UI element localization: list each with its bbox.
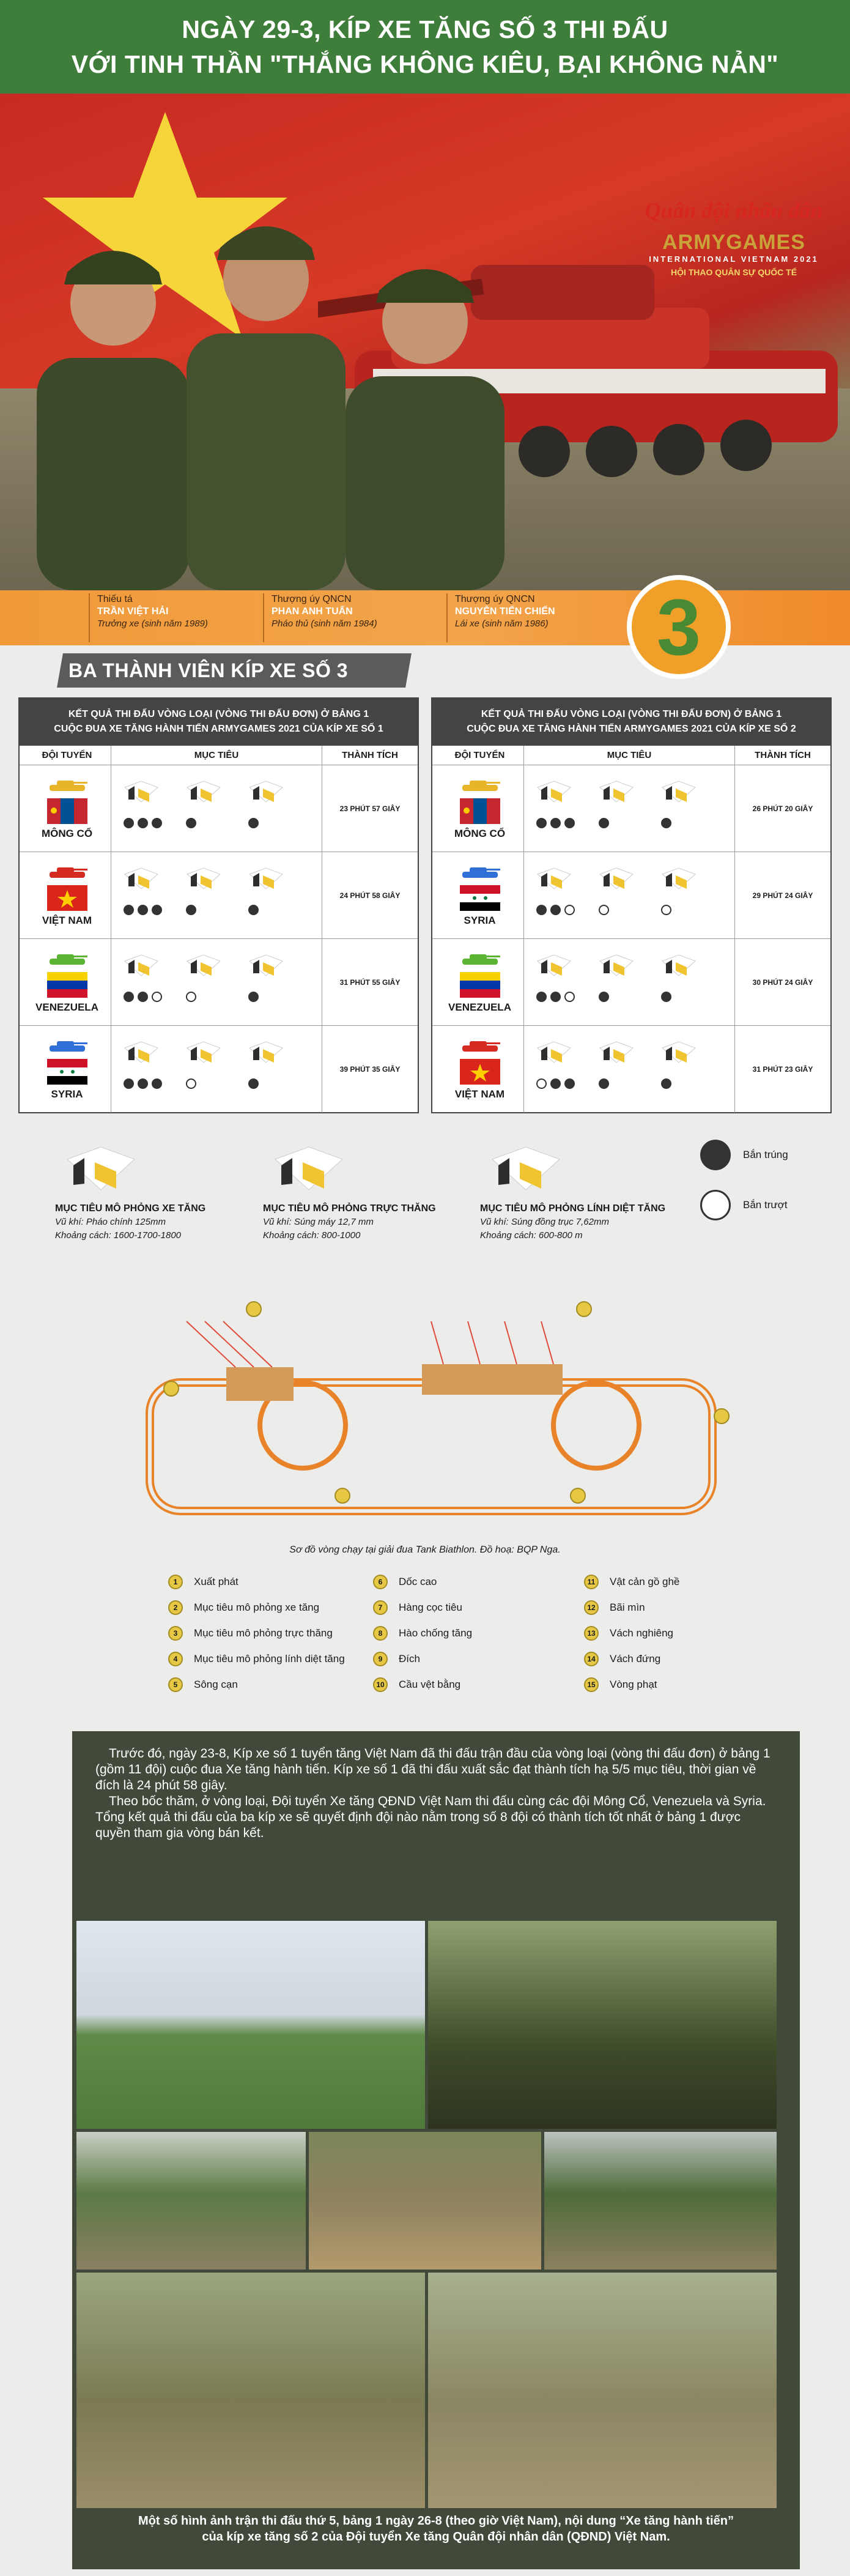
armygames-tagline: HỘI THAO QUÂN SỰ QUỐC TẾ xyxy=(670,267,797,277)
map-key-label: Cầu vệt bằng xyxy=(399,1679,461,1690)
tank-icon xyxy=(459,1038,501,1054)
target-icon xyxy=(535,1039,573,1065)
map-key-item xyxy=(168,1620,345,1646)
miss-dot xyxy=(536,1078,547,1089)
tank-icon xyxy=(459,778,501,793)
map-key-label: Bãi mìn xyxy=(610,1602,645,1613)
map-key-number: 12 xyxy=(584,1600,599,1615)
map-key-item xyxy=(373,1569,472,1595)
result-row xyxy=(432,1026,830,1113)
photo-officials xyxy=(428,1921,777,2129)
mông-cổ-flag-icon xyxy=(460,798,500,824)
target-icon xyxy=(660,952,698,978)
map-key-label: Hào chống tăng xyxy=(399,1627,473,1639)
shot-group xyxy=(599,1078,639,1089)
shot-group xyxy=(661,992,701,1002)
team-cell xyxy=(20,939,111,1025)
shot-group xyxy=(661,1078,701,1089)
hit-dot xyxy=(536,992,547,1002)
target-icon xyxy=(597,779,635,804)
result-row xyxy=(20,852,418,939)
hit-dot xyxy=(138,818,148,828)
result-row xyxy=(20,765,418,852)
crew-rank: Thượng úy QNCN xyxy=(272,594,352,604)
crew-number-badge: 3 xyxy=(627,575,731,679)
map-caption: Sơ đồ vòng chạy tại giải đua Tank Biathlon. Đồ hoạ: BQP Nga. xyxy=(289,1545,561,1555)
shot-group xyxy=(661,818,701,828)
result-row xyxy=(20,939,418,1026)
result-time: 26 PHÚT 20 GIÂY xyxy=(752,804,813,813)
armygames-logo: ARMYGAMES INTERNATIONAL VIETNAM 2021 xyxy=(649,231,819,264)
col-team: ĐỘI TUYỂN xyxy=(432,746,524,765)
shot-group xyxy=(248,818,289,828)
legend-distance: Khoảng cách: 600-800 m xyxy=(480,1230,583,1241)
target-icon xyxy=(660,779,698,804)
photo-ceremony xyxy=(76,1921,425,2129)
hit-dot xyxy=(124,818,134,828)
miss-dot xyxy=(152,992,162,1002)
shot-group xyxy=(186,1078,226,1089)
map-key-label: Sông cạn xyxy=(194,1679,238,1690)
header-banner xyxy=(0,0,850,94)
result-time: 39 PHÚT 35 GIÂY xyxy=(339,1065,401,1074)
legend-tank-target xyxy=(55,1141,205,1242)
result-time: 30 PHÚT 24 GIÂY xyxy=(752,978,813,987)
hit-dot xyxy=(661,1078,671,1089)
board-title: KẾT QUẢ THI ĐẤU VÒNG LOẠI (VÒNG THI ĐẤU ĐƠN) Ở BẢNG 1 CUỘC ĐUA XE TĂNG HÀNH TIẾN ARMYGAMES 2021 CỦA KÍP XE SỐ 2 xyxy=(432,699,830,746)
map-key-label: Vòng phạt xyxy=(610,1679,657,1690)
team-name: SYRIA xyxy=(51,1088,83,1100)
result-row xyxy=(20,1026,418,1113)
crew-card-3 xyxy=(446,593,612,642)
map-key-item xyxy=(168,1569,345,1595)
map-key-number: 2 xyxy=(168,1600,183,1615)
map-key-item xyxy=(373,1646,472,1672)
map-key-number: 14 xyxy=(584,1652,599,1666)
photo-caption: Một số hình ảnh trận thi đấu thứ 5, bảng 1 ngày 26-8 (theo giờ Việt Nam), nội dung “Xe tăng hành tiến” của kíp xe tăng số 2 của Đội tuyển Xe tăng Quân đội nhân dân (QĐND) Việt Nam. xyxy=(138,2514,734,2544)
hit-dot xyxy=(661,992,671,1002)
result-row xyxy=(432,765,830,852)
map-key-number: 5 xyxy=(168,1677,183,1692)
tank-target-icon xyxy=(55,1141,147,1199)
hit-dot xyxy=(599,992,609,1002)
map-key-label: Đích xyxy=(399,1653,420,1665)
result-time: 31 PHÚT 23 GIÂY xyxy=(752,1065,813,1074)
team-name: VENEZUELA xyxy=(448,1001,511,1013)
hit-dot xyxy=(550,905,561,915)
board-columns xyxy=(432,746,830,765)
hit-dot xyxy=(138,992,148,1002)
crew-card-2 xyxy=(263,593,428,642)
hit-dot xyxy=(248,905,259,915)
shot-group xyxy=(248,905,289,915)
target-icon xyxy=(660,1039,698,1065)
result-time: 29 PHÚT 24 GIÂY xyxy=(752,891,813,900)
miss-dot xyxy=(599,905,609,915)
shot-group xyxy=(124,818,164,828)
hit-dot xyxy=(564,818,575,828)
story-paragraph-2: Theo bốc thăm, ở vòng loại, Đội tuyển Xe tăng QĐND Việt Nam thi đấu cùng các đội Mông Cổ, Venezuela và Syria. Tổng kết quả thi đấu của ba kíp xe sẽ quyết định đội nào nằm trong số 8 đội có thành tích tốt nhất ở bảng 1 được quyền tham gia vòng bán kết. xyxy=(95,1794,766,1840)
hit-dot xyxy=(536,905,547,915)
việt-nam-flag-icon xyxy=(47,885,87,911)
shot-group xyxy=(536,905,577,915)
col-result: THÀNH TÍCH xyxy=(755,750,811,760)
team-cell xyxy=(432,1026,524,1113)
results-board-1 xyxy=(18,697,419,1113)
target-icon xyxy=(185,952,223,978)
hit-dot-icon xyxy=(700,1140,731,1170)
map-key-item xyxy=(584,1569,679,1595)
map-key-item xyxy=(373,1672,472,1698)
legend-title: MỤC TIÊU MÔ PHỎNG LÍNH DIỆT TĂNG xyxy=(480,1203,666,1214)
target-icon xyxy=(122,866,160,891)
hit-dot xyxy=(186,818,196,828)
map-key-column-1 xyxy=(168,1569,345,1698)
result-row xyxy=(432,852,830,939)
target-icon xyxy=(597,952,635,978)
legend-title: MỤC TIÊU MÔ PHỎNG XE TĂNG xyxy=(55,1203,206,1214)
tank-icon xyxy=(459,864,501,880)
hit-dot xyxy=(550,992,561,1002)
results-board-2 xyxy=(431,697,832,1113)
infantry-target-icon xyxy=(480,1141,572,1199)
map-key-number: 3 xyxy=(168,1626,183,1641)
target-icon xyxy=(597,866,635,891)
crew-card-1 xyxy=(89,593,254,642)
legend-hit: Bắn trúng xyxy=(700,1140,788,1170)
target-cell xyxy=(524,765,735,852)
shot-group xyxy=(599,905,639,915)
target-icon xyxy=(185,1039,223,1065)
team-cell xyxy=(432,765,524,852)
map-key-item xyxy=(373,1595,472,1620)
legend-distance: Khoảng cách: 800-1000 xyxy=(263,1230,361,1241)
headline-line-1: NGÀY 29-3, KÍP XE TĂNG SỐ 3 THI ĐẤU xyxy=(182,15,668,43)
hit-dot xyxy=(248,1078,259,1089)
map-key-item xyxy=(584,1672,679,1698)
team-name: VIỆT NAM xyxy=(42,914,92,926)
map-key-label: Hàng cọc tiêu xyxy=(399,1602,462,1613)
target-cell xyxy=(111,1026,322,1113)
map-key-label: Vách đứng xyxy=(610,1653,661,1665)
venezuela-flag-icon xyxy=(47,972,87,998)
map-key-label: Xuất phát xyxy=(194,1576,238,1587)
tank-icon xyxy=(46,864,89,880)
hero-image xyxy=(0,94,850,590)
track-diagram xyxy=(113,1285,743,1542)
hit-dot xyxy=(124,905,134,915)
mông-cổ-flag-icon xyxy=(47,798,87,824)
shot-group xyxy=(248,1078,289,1089)
shot-group xyxy=(599,992,639,1002)
hit-dot xyxy=(661,818,671,828)
shot-group xyxy=(248,992,289,1002)
team-cell xyxy=(432,852,524,938)
target-icon xyxy=(535,866,573,891)
col-result: THÀNH TÍCH xyxy=(342,750,398,760)
map-key-number: 13 xyxy=(584,1626,599,1641)
legend-miss: Bắn trượt xyxy=(700,1190,788,1220)
target-cell xyxy=(524,852,735,938)
headline-line-2: VỚI TINH THẦN "THẮNG KHÔNG KIÊU, BẠI KHÔNG NẢN" xyxy=(71,50,779,78)
target-icon xyxy=(535,779,573,804)
map-key-item xyxy=(584,1646,679,1672)
board-columns xyxy=(20,746,418,765)
shot-group xyxy=(599,818,639,828)
result-time: 31 PHÚT 55 GIÂY xyxy=(339,978,401,987)
team-name: SYRIA xyxy=(464,914,496,926)
map-key-label: Vật cản gồ ghề xyxy=(610,1576,680,1587)
legend-distance: Khoảng cách: 1600-1700-1800 xyxy=(55,1230,182,1241)
map-key-number: 8 xyxy=(373,1626,388,1641)
hit-dot xyxy=(186,905,196,915)
shot-group xyxy=(186,992,226,1002)
target-cell xyxy=(111,852,322,938)
tank-icon xyxy=(46,1038,89,1054)
tank-icon xyxy=(46,951,89,967)
hit-dot xyxy=(138,905,148,915)
hit-dot xyxy=(152,818,162,828)
hit-dot xyxy=(536,818,547,828)
hit-dot xyxy=(152,1078,162,1089)
target-icon xyxy=(247,866,285,891)
syria-flag-icon xyxy=(47,1059,87,1085)
tank-icon xyxy=(46,778,89,793)
team-cell xyxy=(20,852,111,938)
legend-weapon: Vũ khí: Súng đồng trục 7,62mm xyxy=(480,1217,609,1227)
newspaper-logo: Quân đội nhân dân xyxy=(645,198,823,223)
shot-group xyxy=(536,992,577,1002)
result-time: 23 PHÚT 57 GIÂY xyxy=(339,804,401,813)
col-target: MỤC TIÊU xyxy=(111,746,322,765)
shot-group xyxy=(124,992,164,1002)
map-key-item xyxy=(168,1646,345,1672)
map-key-label: Mục tiêu mô phỏng lính diệt tăng xyxy=(194,1653,345,1665)
shot-group xyxy=(186,818,226,828)
hit-dot xyxy=(599,1078,609,1089)
hit-dot xyxy=(550,1078,561,1089)
target-icon xyxy=(247,952,285,978)
map-key-number: 10 xyxy=(373,1677,388,1692)
map-key-column-2 xyxy=(373,1569,472,1698)
map-key-item xyxy=(584,1595,679,1620)
legend-weapon: Vũ khí: Súng máy 12,7 mm xyxy=(263,1217,374,1227)
miss-dot xyxy=(661,905,671,915)
target-cell xyxy=(111,765,322,852)
story-paragraph-1: Trước đó, ngày 23-8, Kíp xe số 1 tuyển tăng Việt Nam đã thi đấu trận đầu của vòng loại (vòng thi đấu đơn) ở bảng 1 (gồm 11 đội) cuộc đua Xe tăng hành tiến. Kíp xe số 1 đã thi đấu xuất sắc đạt thành tích hạ 5/5 mục tiêu, thời gian về đích là 24 phút 58 giây. xyxy=(95,1746,771,1792)
result-time: 24 PHÚT 58 GIÂY xyxy=(339,891,401,900)
photo-tank-flag-2 xyxy=(428,2273,777,2508)
crew-rank: Thiếu tá xyxy=(97,594,133,604)
legend-helicopter-target xyxy=(263,1141,436,1242)
hit-dot xyxy=(152,905,162,915)
target-icon xyxy=(185,866,223,891)
team-name: VIỆT NAM xyxy=(454,1088,505,1100)
hit-dot xyxy=(124,992,134,1002)
hit-dot xyxy=(138,1078,148,1089)
soldier-2-portrait xyxy=(174,150,358,590)
photo-tank-field xyxy=(309,2132,541,2270)
shot-group xyxy=(536,818,577,828)
hit-dot xyxy=(564,1078,575,1089)
crew-name: PHAN ANH TUẤN xyxy=(272,606,353,617)
hit-dot xyxy=(550,818,561,828)
map-key-number: 1 xyxy=(168,1575,183,1589)
map-key-number: 6 xyxy=(373,1575,388,1589)
col-target: MỤC TIÊU xyxy=(524,746,735,765)
target-icon xyxy=(535,952,573,978)
map-key-label: Mục tiêu mô phỏng xe tăng xyxy=(194,1602,320,1613)
legend-title: MỤC TIÊU MÔ PHỎNG TRỰC THĂNG xyxy=(263,1203,436,1214)
soldier-3-portrait xyxy=(333,193,517,590)
map-key-item xyxy=(168,1595,345,1620)
map-key-number: 4 xyxy=(168,1652,183,1666)
việt-nam-flag-icon xyxy=(460,1059,500,1085)
map-key-number: 11 xyxy=(584,1575,599,1589)
map-key-item xyxy=(584,1620,679,1646)
target-icon xyxy=(247,779,285,804)
col-team: ĐỘI TUYỂN xyxy=(20,746,111,765)
target-icon xyxy=(122,1039,160,1065)
team-name: VENEZUELA xyxy=(35,1001,98,1013)
tank-icon xyxy=(459,951,501,967)
map-key-number: 9 xyxy=(373,1652,388,1666)
crew-role: Pháo thủ (sinh năm 1984) xyxy=(272,618,377,629)
shot-group xyxy=(661,905,701,915)
crew-role: Lái xe (sinh năm 1986) xyxy=(455,618,549,629)
crew-name: NGUYỄN TIẾN CHIẾN xyxy=(455,606,555,617)
miss-dot xyxy=(186,992,196,1002)
map-key-item xyxy=(373,1620,472,1646)
map-key-label: Mục tiêu mô phỏng trực thăng xyxy=(194,1627,333,1639)
crew-name: TRẦN VIỆT HẢI xyxy=(97,606,169,617)
target-cell xyxy=(111,939,322,1025)
team-cell xyxy=(20,765,111,852)
map-key-item xyxy=(168,1672,345,1698)
team-cell xyxy=(20,1026,111,1113)
section-title: BA THÀNH VIÊN KÍP XE SỐ 3 xyxy=(57,653,412,688)
hit-dot xyxy=(124,1078,134,1089)
board-title: KẾT QUẢ THI ĐẤU VÒNG LOẠI (VÒNG THI ĐẤU ĐƠN) Ở BẢNG 1 CUỘC ĐUA XE TĂNG HÀNH TIẾN ARMYGAMES 2021 CỦA KÍP XE SỐ 1 xyxy=(20,699,418,746)
miss-dot xyxy=(186,1078,196,1089)
syria-flag-icon xyxy=(460,885,500,911)
crew-rank: Thượng úy QNCN xyxy=(455,594,535,604)
miss-dot xyxy=(564,905,575,915)
miss-dot xyxy=(564,992,575,1002)
helicopter-target-icon xyxy=(263,1141,355,1199)
target-icon xyxy=(660,866,698,891)
target-cell xyxy=(524,1026,735,1113)
logo-group xyxy=(630,198,838,295)
shot-group xyxy=(124,905,164,915)
team-cell xyxy=(432,939,524,1025)
legend-infantry-target xyxy=(480,1141,665,1242)
photo-tanks-forest xyxy=(76,2132,306,2270)
target-icon xyxy=(185,779,223,804)
target-icon xyxy=(247,1039,285,1065)
venezuela-flag-icon xyxy=(460,972,500,998)
shot-group xyxy=(124,1078,164,1089)
map-key-column-3 xyxy=(584,1569,679,1698)
hit-dot xyxy=(248,992,259,1002)
shot-group xyxy=(186,905,226,915)
map-key-number: 15 xyxy=(584,1677,599,1692)
map-key-number: 7 xyxy=(373,1600,388,1615)
target-icon xyxy=(597,1039,635,1065)
team-name: MÔNG CỔ xyxy=(41,827,93,839)
target-icon xyxy=(122,779,160,804)
result-row xyxy=(432,939,830,1026)
photo-tanks-distance xyxy=(544,2132,777,2270)
hit-dot xyxy=(248,818,259,828)
map-key-label: Vách nghiêng xyxy=(610,1627,673,1639)
hit-dot xyxy=(599,818,609,828)
photo-tank-flag-1 xyxy=(76,2273,425,2508)
target-icon xyxy=(122,952,160,978)
team-name: MÔNG CỔ xyxy=(454,827,506,839)
shot-group xyxy=(536,1078,577,1089)
miss-dot-icon xyxy=(700,1190,731,1220)
target-cell xyxy=(524,939,735,1025)
crew-role: Trưởng xe (sinh năm 1989) xyxy=(97,618,208,629)
legend-weapon: Vũ khí: Pháo chính 125mm xyxy=(55,1217,166,1227)
map-key-label: Dốc cao xyxy=(399,1576,437,1587)
